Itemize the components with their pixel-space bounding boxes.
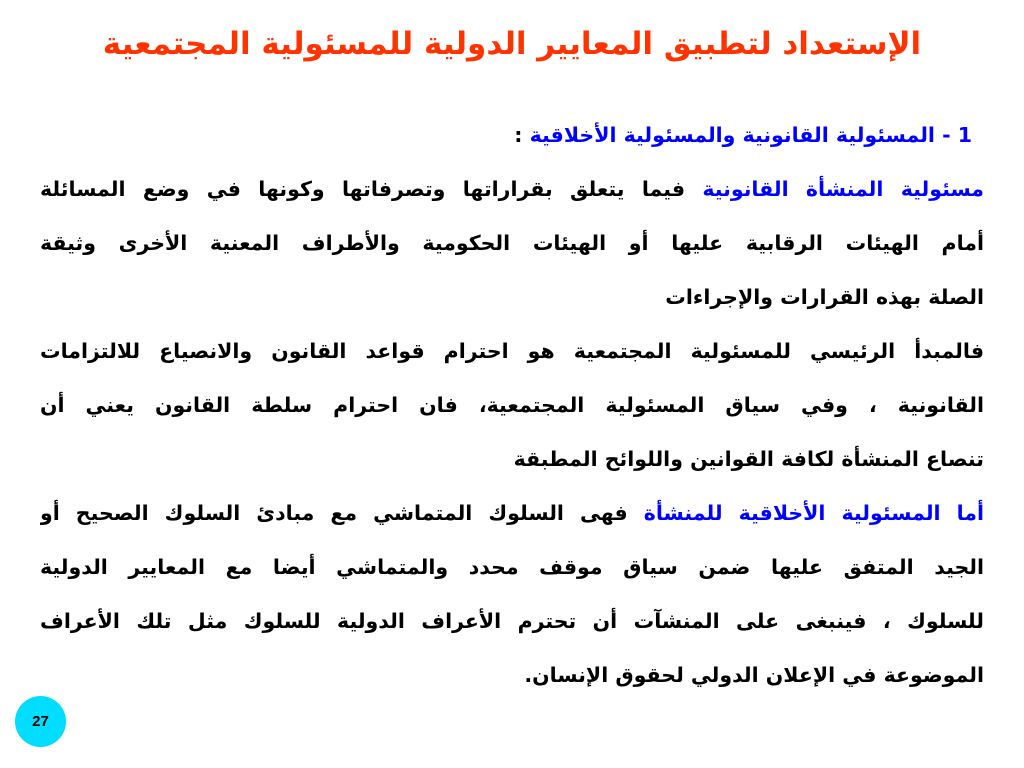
line-text: أمام الهيئات الرقابية عليها أو الهيئات الحكومية والأطراف المعنية الأخرى وثيقة	[40, 231, 984, 255]
paragraph-1-line-1	[40, 162, 984, 216]
line-text: فيما يتعلق بقراراتها وتصرفاتها وكونها في وضع المسائلة	[40, 177, 703, 201]
line-text: الموضوعة في الإعلان الدولي لحقوق الإنسان.	[524, 663, 984, 687]
paragraph-2-line-2	[40, 378, 984, 432]
paragraph-3-line-3	[40, 594, 984, 648]
line-text: تنصاع المنشأة لكافة القوانين واللوائح المطبقة	[513, 447, 984, 471]
paragraph-3-line-1	[40, 486, 984, 540]
paragraph-3-line-2	[40, 540, 984, 594]
page-number-badge	[15, 696, 66, 747]
section-heading	[40, 108, 972, 162]
section-heading-text: 1 - المسئولية القانونية والمسئولية الأخلاقية	[529, 123, 972, 147]
paragraph-1-line-3	[40, 270, 984, 324]
line-text: الصلة بهذه القرارات والإجراءات	[665, 285, 984, 309]
section-heading-colon: :	[514, 123, 530, 147]
paragraph-2-line-3	[40, 432, 984, 486]
line-text: للسلوك ، فينبغى على المنشآت أن تحترم الأعراف الدولية للسلوك مثل تلك الأعراف	[40, 609, 984, 633]
slide-title: الإستعداد لتطبيق المعايير الدولية للمسئولية المجتمعية	[102, 26, 922, 62]
line-text: فالمبدأ الرئيسي للمسئولية المجتمعية هو احترام قواعد القانون والانصياع للالتزامات	[40, 339, 984, 363]
line-text: فهى السلوك المتماشي مع مبادئ السلوك الصحيح أو	[40, 501, 644, 525]
line-text: الجيد المتفق عليها ضمن سياق موقف محدد والمتماشي أيضا مع المعايير الدولية	[40, 555, 984, 579]
page-number: 27	[32, 713, 49, 730]
paragraph-1-line-2	[40, 216, 984, 270]
paragraph-lead-legal: مسئولية المنشأة القانونية	[702, 177, 984, 201]
slide-body	[40, 108, 984, 702]
paragraph-lead-ethical: أما المسئولية الأخلاقية للمنشأة	[643, 501, 984, 525]
line-text: القانونية ، وفي سياق المسئولية المجتمعية، فان احترام سلطة القانون يعني أن	[40, 393, 984, 417]
paragraph-3-line-4	[40, 648, 984, 702]
paragraph-2-line-1	[40, 324, 984, 378]
